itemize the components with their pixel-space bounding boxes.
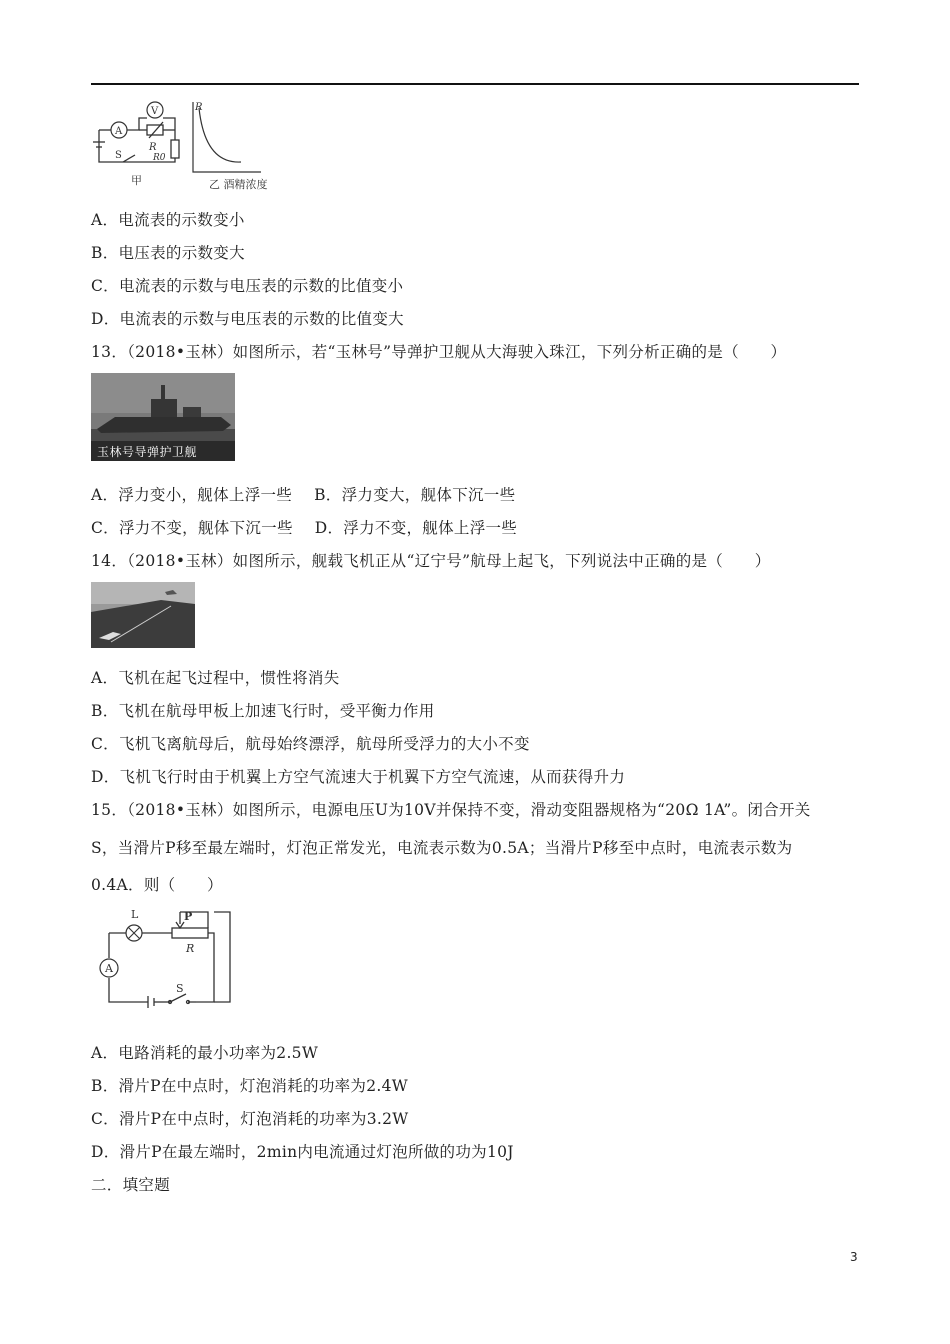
q12-resistor-r0-label: R0 — [153, 153, 166, 163]
q15-ammeter-symbol: A — [105, 962, 113, 975]
q15-lamp-label: L — [131, 908, 139, 921]
q14-option-c: C．飞机飞离航母后，航母始终漂浮，航母所受浮力的大小不变 — [91, 735, 530, 753]
q15-option-a: A．电路消耗的最小功率为2.5W — [91, 1044, 319, 1062]
q12-option-d: D．电流表的示数与电压表的示数的比值变大 — [91, 310, 404, 328]
q13-option-b: B．浮力变大，舰体下沉一些 — [314, 486, 516, 504]
section-two-heading: 二．填空题 — [91, 1176, 171, 1194]
q15-rheostat-icon — [172, 928, 208, 938]
q13-options-row-2 — [91, 516, 517, 538]
q12-graph-y-label: R — [195, 102, 203, 113]
q13-option-c: C．浮力不变，舰体下沉一些 — [91, 519, 293, 537]
q14-option-b: B．飞机在航母甲板上加速飞行时，受平衡力作用 — [91, 702, 435, 720]
q15-slider-label: P — [184, 910, 193, 923]
q15-stem-line-3: 0.4A．则（ ） — [91, 876, 223, 894]
q12-circuit-diagram — [93, 118, 179, 162]
q15-option-d: D．滑片P在最左端时，2min内电流通过灯泡所做的功为10J — [91, 1143, 514, 1161]
q15-switch-label: S — [176, 982, 184, 995]
q12-option-a: A．电流表的示数变小 — [91, 211, 245, 229]
q12-voltmeter-symbol: V — [151, 106, 159, 117]
q12-resistance-graph — [193, 102, 261, 172]
q13-option-d: D．浮力不变，舰体上浮一些 — [314, 519, 518, 537]
q12-switch-label: S — [115, 150, 122, 161]
q15-resistor-label: R — [186, 942, 195, 955]
q12-option-b: B．电压表的示数变大 — [91, 244, 245, 262]
q14-option-a: A．飞机在起飞过程中，惯性将消失 — [91, 669, 340, 687]
q13-option-a: A．浮力变小，舰体上浮一些 — [91, 486, 293, 504]
q15-option-b: B．滑片P在中点时，灯泡消耗的功率为2.4W — [91, 1077, 409, 1095]
q15-option-c: C．滑片P在中点时，灯泡消耗的功率为3.2W — [91, 1110, 409, 1128]
q14-option-d: D．飞机飞行时由于机翼上方空气流速大于机翼下方空气流速，从而获得升力 — [91, 768, 626, 786]
page-number: 3 — [850, 1250, 858, 1264]
q15-circuit-diagram — [96, 904, 238, 1008]
q13-stem: 13．（2018•玉林）如图所示，若“玉林号”导弹护卫舰从大海驶入珠江，下列分析正确的是（ ） — [91, 343, 787, 361]
q13-photo-caption: 玉林号导弹护卫舰 — [97, 445, 198, 459]
q12-jia-label: 甲 — [131, 174, 142, 187]
q12-option-c: C．电流表的示数与电压表的示数的比值变小 — [91, 277, 404, 295]
q15-stem-line-1: 15．（2018•玉林）如图所示，电源电压U为10V并保持不变，滑动变阻器规格为“20Ω 1A”。闭合开关 — [91, 801, 811, 819]
q13-options-row-1 — [91, 483, 515, 505]
q14-carrier-photo — [91, 582, 195, 648]
q12-resistor-r-label: R — [149, 142, 157, 153]
q12-figure — [91, 100, 301, 192]
q12-graph-caption: 乙 酒精浓度 — [209, 178, 268, 191]
header-rule — [91, 83, 859, 85]
q12-ammeter-symbol: A — [115, 126, 123, 137]
q14-stem: 14．（2018•玉林）如图所示，舰载飞机正从“辽宁号”航母上起飞，下列说法中正确的是（ ） — [91, 552, 771, 570]
q15-stem-line-2: S，当滑片P移至最左端时，灯泡正常发光，电流表示数为0.5A；当滑片P移至中点时，电流表示数为 — [91, 839, 793, 857]
q13-frigate-photo — [91, 373, 235, 461]
